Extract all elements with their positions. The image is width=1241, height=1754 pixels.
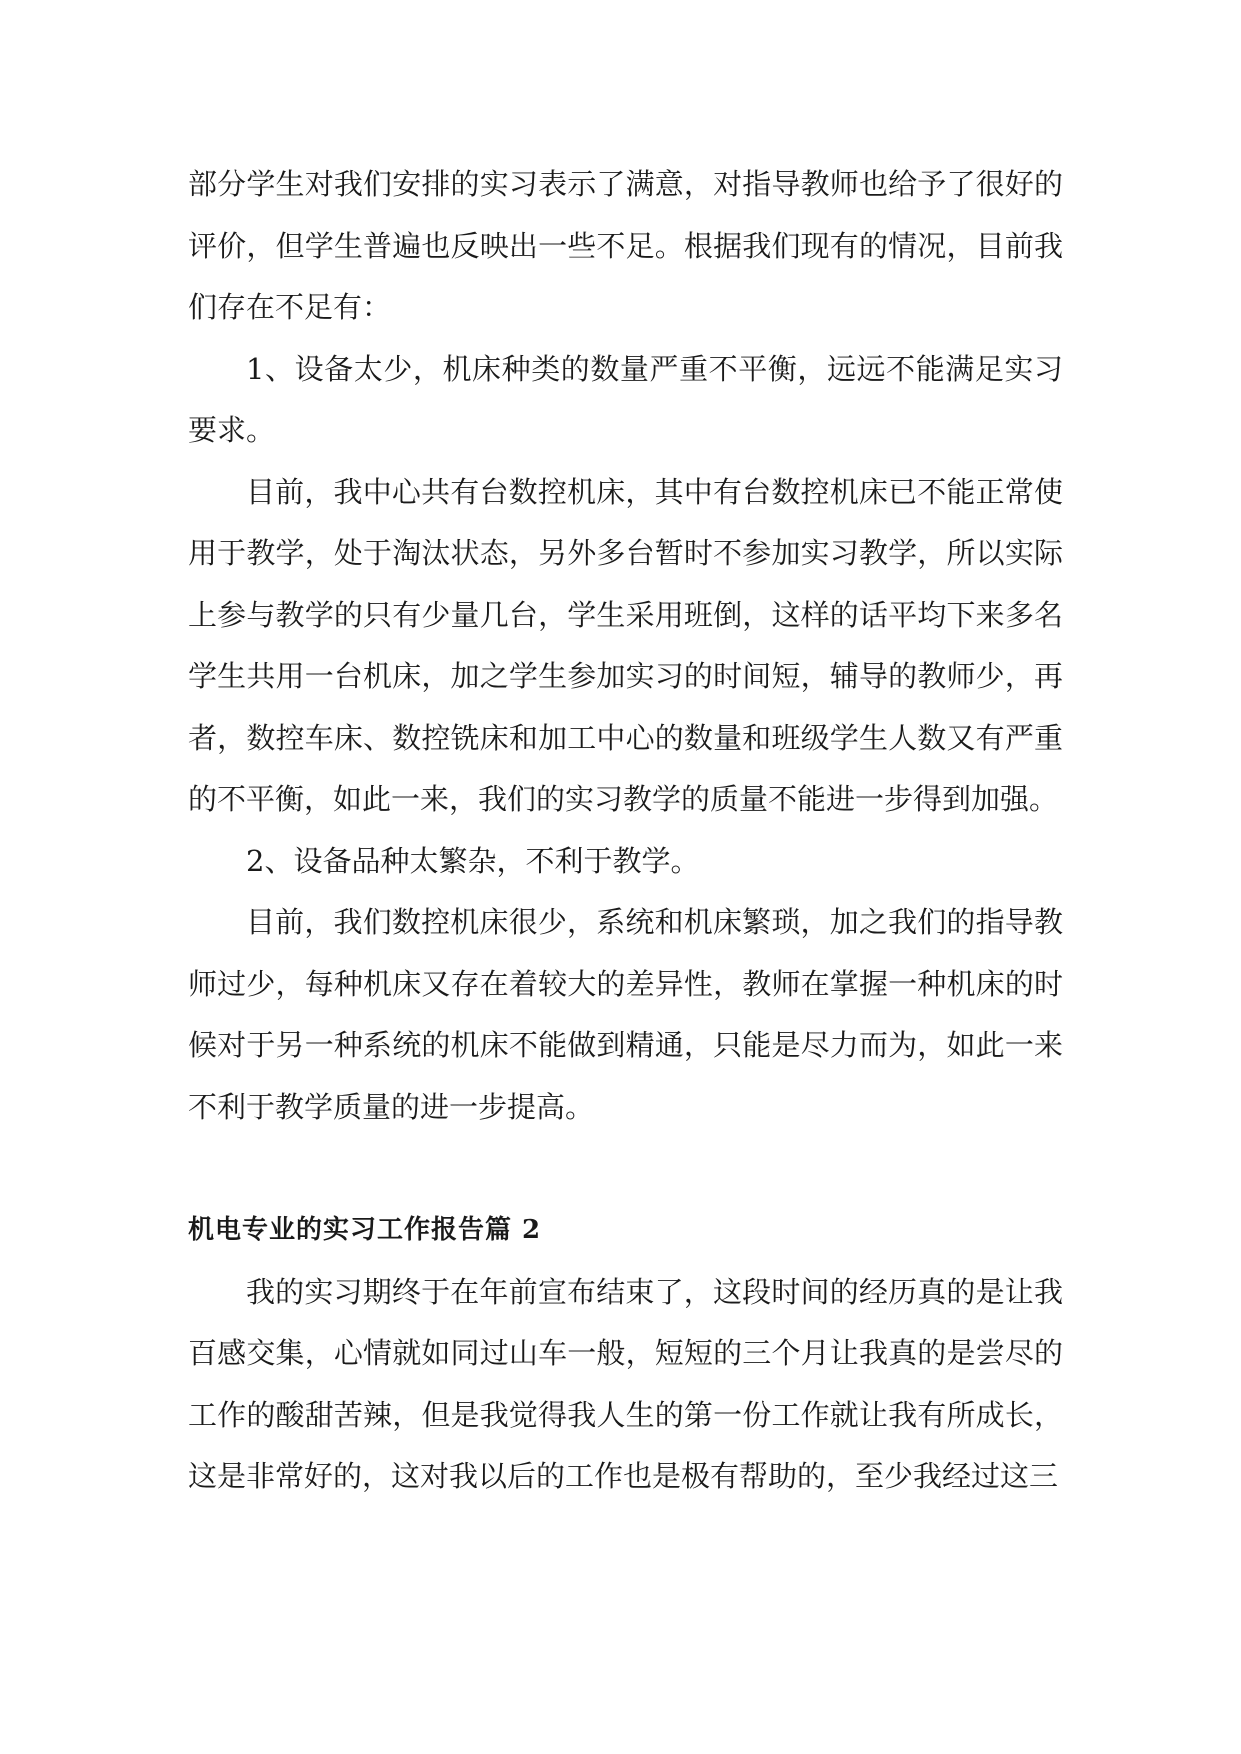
- document-body: [188, 154, 1063, 1508]
- paragraph-point-1-detail: 目前，我中心共有台数控机床，其中有台数控机床已不能正常使用于教学，处于淘汰状态，另外多台暂时不参加实习教学，所以实际上参与教学的只有少量几台，学生采用班倒，这样的话平均下来多名学生共用一台机床，加之学生参加实习的时间短，辅导的教师少，再者，数控车床、数控铣床和加工中心的数量和班级学生人数又有严重的不平衡，如此一来，我们的实习教学的质量不能进一步得到加强。: [188, 474, 1063, 816]
- paragraph-point-2: 2、设备品种太繁杂，不利于教学。: [246, 843, 700, 878]
- paragraph-point-1: 1、设备太少，机床种类的数量严重不平衡，远远不能满足实习要求。: [188, 351, 1063, 447]
- paragraph-intro: 部分学生对我们安排的实习表示了满意，对指导教师也给予了很好的评价，但学生普遍也反映出一些不足。根据我们现有的情况，目前我们存在不足有：: [188, 167, 1063, 324]
- paragraph-point-2-detail: 目前，我们数控机床很少，系统和机床繁琐，加之我们的指导教师过少，每种机床又存在着较大的差异性，教师在掌握一种机床的时候对于另一种系统的机床不能做到精通，只能是尽力而为，如此一来不利于教学质量的进一步提高。: [188, 905, 1063, 1124]
- section-title: 机电专业的实习工作报告篇 2: [188, 1215, 542, 1245]
- paragraph-section-2-intro: 我的实习期终于在年前宣布结束了，这段时间的经历真的是让我百感交集，心情就如同过山车一般，短短的三个月让我真的是尝尽的工作的酸甜苦辣，但是我觉得我人生的第一份工作就让我有所成长，这是非常好的，这对我以后的工作也是极有帮助的，至少我经过这三: [188, 1274, 1063, 1493]
